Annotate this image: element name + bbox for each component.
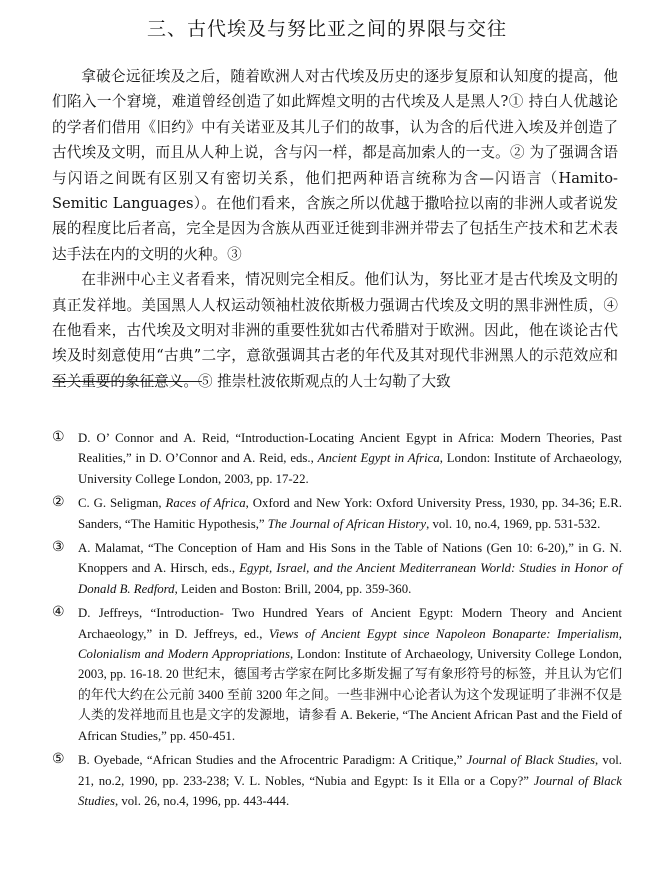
footnote-text [78, 750, 622, 811]
footnote-segment: , Leiden and Boston: Brill, 2004, pp. 359-360. [174, 581, 412, 596]
footnote-divider [52, 381, 202, 382]
footnote-title: Ancient Egypt in Africa [317, 451, 440, 466]
footnote-segment: D. Jeffreys, “Introduction- Two Hundred Years of Ancient Egypt: Modern Theory and Ancient Archaeology,” in D. Jeffreys, ed., [78, 606, 622, 641]
footnote-segment: , London: Institute of Archaeology, University College London, 2003, pp. 16-18. 20 世纪末，德国考古学家在阿比多斯发掘了写有象形符号的标签，并且认为它们的年代大约在公元前 3400 至前 3200 年之间。一些非洲中心论者认为这个发现证明了非洲不仅是人类的发祥地而且也是文字的发源地，请参看 A. Bekerie, “The Ancient African Past and the Field of African Studies,” pp. 450-451. [78, 647, 622, 743]
footnote-title: Races of Africa [165, 496, 246, 511]
paragraph: 在非洲中心主义者看来，情况则完全相反。他们认为，努比亚才是古代埃及文明的真正发祥地。美国黑人人权运动领袖杜波依斯极力强调古代埃及文明的黑非洲性质，④ 在他看来，古代埃及文明对非洲的重要性犹如古代希腊对于欧洲。因此，他在谈论古代埃及时刻意使用“古典”二字，意欲强调其古老的年代及其对现代非洲黑人的示范效应和至关重要的象征意义。⑤ 推崇杜波依斯观点的人士勾勒了大致 [52, 271, 618, 390]
footnote [52, 493, 622, 534]
footnote-mark: ① [52, 430, 65, 445]
footnote [52, 750, 622, 811]
footnote-title: The Journal of African History [267, 516, 427, 531]
footnote-segment: , vol. 21, no.2, 1990, pp. 233-238; V. L. Nobles, “Nubia and Egypt: Is it Ella or a Copy?” [78, 753, 622, 788]
footnote-mark: ⑤ [52, 752, 65, 768]
footnote-title: Views of Ancient Egypt since Napoleon Bonaparte: Imperialism, Colonialism and Modern Appropriations [78, 626, 622, 662]
footnote-mark: ④ [52, 605, 65, 621]
footnote-segment: , Oxford and New York: Oxford University Press, 1930, pp. 34-36; E.R. Sanders, “The Hamitic Hypothesis,” [78, 496, 623, 531]
footnote-text [78, 538, 622, 599]
body-text [52, 64, 618, 394]
footnote-text [78, 428, 622, 489]
footnote-segment: , vol. 26, no.4, 1996, pp. 443-444. [114, 793, 290, 808]
footnote-segment: C. G. Seligman, [78, 496, 166, 511]
footnote-title: Journal of Black Studies [78, 773, 622, 808]
footnote [52, 428, 622, 489]
footnote-segment: D. O’ Connor and A. Reid, “Introduction-Locating Ancient Egypt in Africa: Modern Theories, Past Realities,” in D. O’Connor and A. Reid, eds., [78, 431, 622, 466]
footnote-segment: , London: Institute of Archaeology, University College London, 2003, pp. 17-22. [78, 451, 622, 486]
footnotes [52, 428, 622, 815]
footnote-mark: ③ [52, 540, 65, 556]
footnote-segment: A. Malamat, “The Conception of Ham and His Sons in the Table of Nations (Gen 10: 6-20),” in G. N. Knoppers and A. Hirsch, eds., [78, 541, 622, 576]
paragraph: 拿破仑远征埃及之后，随着欧洲人对古代埃及历史的逐步复原和认知度的提高，他们陷入一个窘境，难道曾经创造了如此辉煌文明的古代埃及人是黑人?① 持白人优越论的学者们借用《旧约》中有关诺亚及其儿子们的故事，认为含的后代进入埃及并创造了古代埃及文明，而且从人种上说，含与闪一样，都是高加索人的一支。② 为了强调含语与闪语之间既有区别又有密切关系，他们把两种语言统称为含—闪语言（Hamito-Semitic Languages）。在他们看来，含族之所以优越于撒哈拉以南的非洲人或者说发展的程度比后者高，完全是因为含族从西亚迁徙到非洲并带去了包括生产技术和艺术表达手法在内的文明的火种。③ [52, 68, 618, 263]
footnote-title: Journal of Black Studies [466, 753, 596, 768]
footnote-mark: ② [52, 495, 65, 511]
footnote [52, 603, 622, 746]
footnote-segment: B. Oyebade, “African Studies and the Afrocentric Paradigm: A Critique,” [78, 753, 467, 768]
footnote-text [78, 493, 622, 534]
footnote [52, 538, 622, 599]
footnote-title: Egypt, Israel, and the Ancient Mediterranean World: Studies in Honor of Donald B. Redford [78, 561, 622, 596]
footnote-text [78, 603, 622, 746]
footnote-segment: , vol. 10, no.4, 1969, pp. 531-532. [426, 516, 601, 531]
section-title: 三、古代埃及与努比亚之间的界限与交往 [146, 18, 507, 40]
